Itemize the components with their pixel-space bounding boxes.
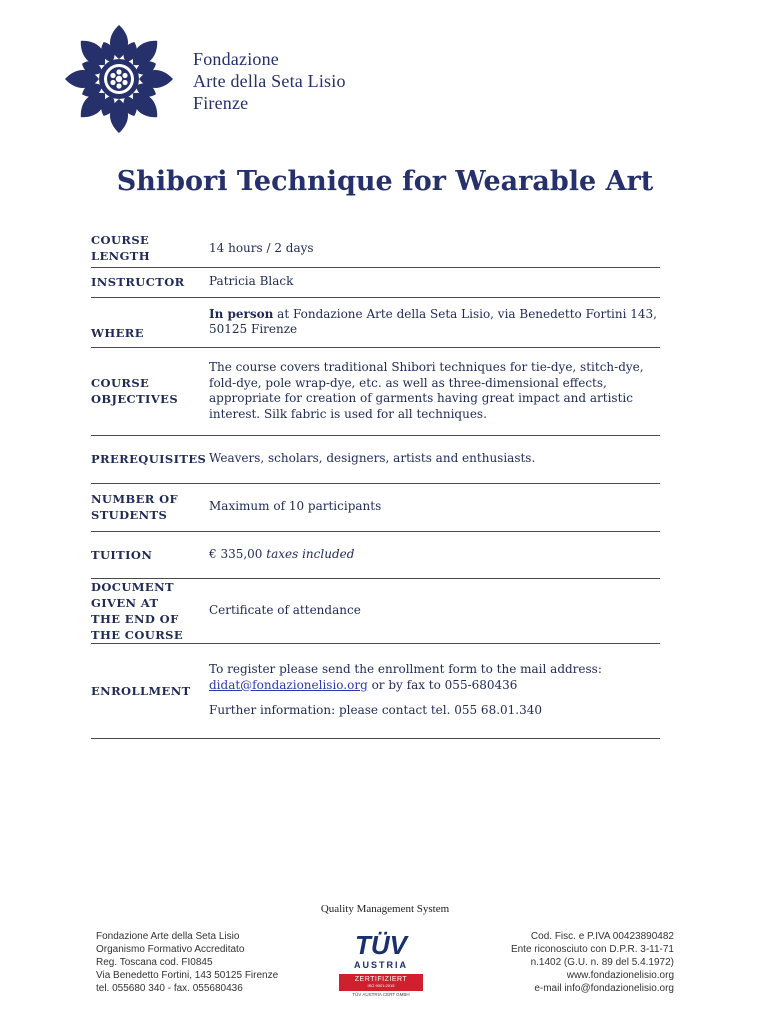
organization-name-line-1: Fondazione bbox=[193, 49, 279, 69]
page-title: Shibori Technique for Wearable Art bbox=[116, 166, 654, 197]
students-value: Maximum of 10 participants bbox=[209, 483, 660, 531]
enrollment-label: ENROLLMENT bbox=[91, 643, 209, 738]
prerequisites-value: Weavers, scholars, designers, artists and enthusiasts. bbox=[209, 435, 660, 483]
organization-name-line-3: Firenze bbox=[193, 93, 249, 113]
tuv-country: AUSTRIA bbox=[354, 960, 408, 970]
table-row bbox=[91, 531, 660, 578]
tuition-value bbox=[209, 531, 660, 578]
foundation-logo-icon bbox=[64, 24, 174, 134]
tuv-mark: TÜV bbox=[355, 930, 407, 960]
where-value bbox=[209, 297, 660, 347]
table-row bbox=[91, 435, 660, 483]
tuv-certified-badge bbox=[339, 974, 423, 991]
tuv-zert: ZERTIFIZIERT bbox=[354, 976, 408, 983]
organization-name-line-2: Arte della Seta Lisio bbox=[193, 71, 346, 91]
table-row bbox=[91, 347, 660, 435]
objectives-value: The course covers traditional Shibori techniques for tie-dye, stitch-dye, fold-dye, pole wrap-dye, etc. as well as three-dimensional effects, appropriate for creation of garments having great impact and artistic interest. Silk fabric is used for all techniques. bbox=[209, 347, 660, 435]
instructor-label: INSTRUCTOR bbox=[91, 267, 209, 297]
document-value: Certificate of attendance bbox=[209, 578, 660, 643]
tuition-note: taxes included bbox=[266, 546, 355, 561]
organization-name bbox=[193, 48, 346, 114]
tuv-cert: TÜV AUSTRIA CERT GMBH bbox=[352, 992, 410, 997]
footer-legal bbox=[511, 930, 674, 995]
footer-left-line: tel. 055680 340 - fax. 055680436 bbox=[96, 983, 243, 994]
where-address: at Fondazione Arte della Seta Lisio, via Benedetto Fortini 143, 50125 Firenze bbox=[209, 306, 657, 336]
footer-qms-label: Quality Management System bbox=[320, 903, 450, 915]
footer-right-line: Cod. Fisc. e P.IVA 00423890482 bbox=[530, 931, 674, 942]
where-label: WHERE bbox=[91, 297, 209, 347]
table-row bbox=[91, 643, 660, 738]
tuition-label: TUITION bbox=[91, 531, 209, 578]
enrollment-info: Further information: please contact tel. 055 68.01.340 bbox=[209, 703, 543, 718]
footer-left-line: Via Benedetto Fortini, 143 50125 Firenze bbox=[96, 970, 279, 981]
footer-email[interactable]: e-mail info@fondazionelisio.org bbox=[534, 983, 674, 994]
table-row bbox=[91, 483, 660, 531]
footer-website[interactable]: www.fondazionelisio.org bbox=[566, 970, 674, 981]
document-label: DOCUMENT GIVEN AT THE END OF THE COURSE bbox=[91, 578, 209, 643]
course-length-label: COURSE LENGTH bbox=[91, 230, 209, 267]
tuv-small: ISO 9001:2015 bbox=[367, 983, 395, 988]
students-label: NUMBER OF STUDENTS bbox=[91, 483, 209, 531]
prerequisites-label: PREREQUISITES bbox=[91, 435, 209, 483]
footer-left-line: Fondazione Arte della Seta Lisio bbox=[96, 931, 240, 942]
course-info-table bbox=[91, 230, 660, 739]
tuv-certification-logo bbox=[339, 932, 423, 997]
table-row bbox=[91, 578, 660, 643]
table-row bbox=[91, 297, 660, 347]
objectives-label: COURSE OBJECTIVES bbox=[91, 347, 209, 435]
enrollment-value bbox=[209, 643, 660, 738]
footer-address bbox=[96, 930, 278, 995]
footer-right-line: Ente riconosciuto con D.P.R. 3-11-71 bbox=[510, 944, 674, 955]
course-length-value: 14 hours / 2 days bbox=[209, 230, 660, 267]
table-row bbox=[91, 267, 660, 297]
enrollment-contact bbox=[209, 678, 660, 694]
footer-left-line: Organismo Formativo Accreditato bbox=[96, 944, 245, 955]
where-mode: In person bbox=[209, 306, 274, 321]
table-row bbox=[91, 230, 660, 267]
enrollment-text: To register please send the enrollment form to the mail address: bbox=[209, 662, 602, 677]
enrollment-fax: or by fax to 055-680436 bbox=[367, 677, 518, 692]
enrollment-email-link[interactable]: didat@fondazionelisio.org bbox=[209, 677, 368, 692]
tuition-amount: € 335,00 bbox=[209, 546, 267, 561]
footer-right-line: n.1402 (G.U. n. 89 del 5.4.1972) bbox=[530, 957, 674, 968]
instructor-value: Patricia Black bbox=[209, 267, 660, 297]
footer-left-line: Reg. Toscana cod. FI0845 bbox=[96, 957, 213, 968]
